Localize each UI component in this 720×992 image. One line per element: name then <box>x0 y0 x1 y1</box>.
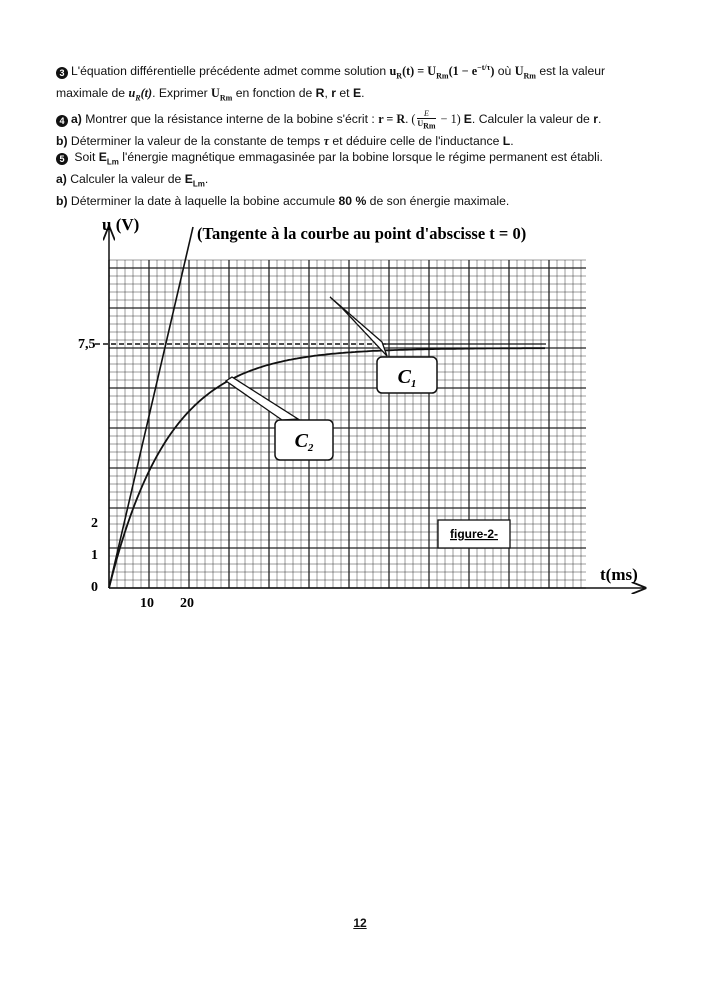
question-number-4: 4 <box>56 115 68 127</box>
fraction-e-over-urm: $\frac{E}{U_{Rm}}$ <box>417 109 436 131</box>
tangent-label: (Tangente à la courbe au point d'abscisse t = 0) <box>197 224 527 243</box>
x-axis-label: t(ms) <box>600 565 638 584</box>
question-number-5: 5 <box>56 153 68 165</box>
q3-line1: 3 L'équation différentielle précédente admet comme solution $u_R(t) = U_{Rm}(1 - e^{-t/\tau})$ où $U_{Rm}$ est la valeur <box>56 60 686 85</box>
x-tick-20: 20 <box>180 596 194 611</box>
q5-line1: 5 Soit $E_{Lm}$ l'énergie magnétique emmagasinée par la bobine lorsque le régime permanent est établi. <box>56 149 686 171</box>
y-axis-label: u (V) <box>102 215 140 234</box>
page-number: 12 <box>353 916 367 930</box>
graph-paper-grid <box>109 260 586 588</box>
y-tick-0: 0 <box>91 580 98 595</box>
q5-line-b: b) Déterminer la date à laquelle la bobine accumule 80 % de son énergie maximale. <box>56 194 510 209</box>
exercise-text <box>56 60 686 210</box>
callout-c1-label: $C_1$ <box>397 366 417 390</box>
q4-line-b: b) Déterminer la valeur de la constante de temps τ et déduire celle de l'inductance L. <box>56 133 514 148</box>
tangent-line <box>109 227 193 588</box>
q5-line-a: a) Calculer la valeur de $E_{Lm}$. <box>56 172 209 189</box>
callout-c2-label: $C_2$ <box>294 430 314 454</box>
y-tick-2: 2 <box>91 516 98 531</box>
figure-2-graph <box>60 205 660 615</box>
q4-line-a: 4 a) Montrer que la résistance interne de la bobine s'écrit : r = R. ( $\frac{E}{U_{Rm}}$ − 1) E. Calculer la valeur de r. <box>56 109 686 131</box>
x-tick-10: 10 <box>140 596 154 611</box>
figure-caption: figure-2- <box>450 527 498 541</box>
callout-c1-pointer <box>330 297 387 356</box>
y-tick-1: 1 <box>91 548 98 563</box>
q3-line2: maximale de $u_R(t)$. Exprimer $U_{Rm}$ en fonction de R, r et E. <box>56 86 365 103</box>
question-number-3: 3 <box>56 67 68 79</box>
y-tick-7-5: 7,5 <box>78 337 96 352</box>
